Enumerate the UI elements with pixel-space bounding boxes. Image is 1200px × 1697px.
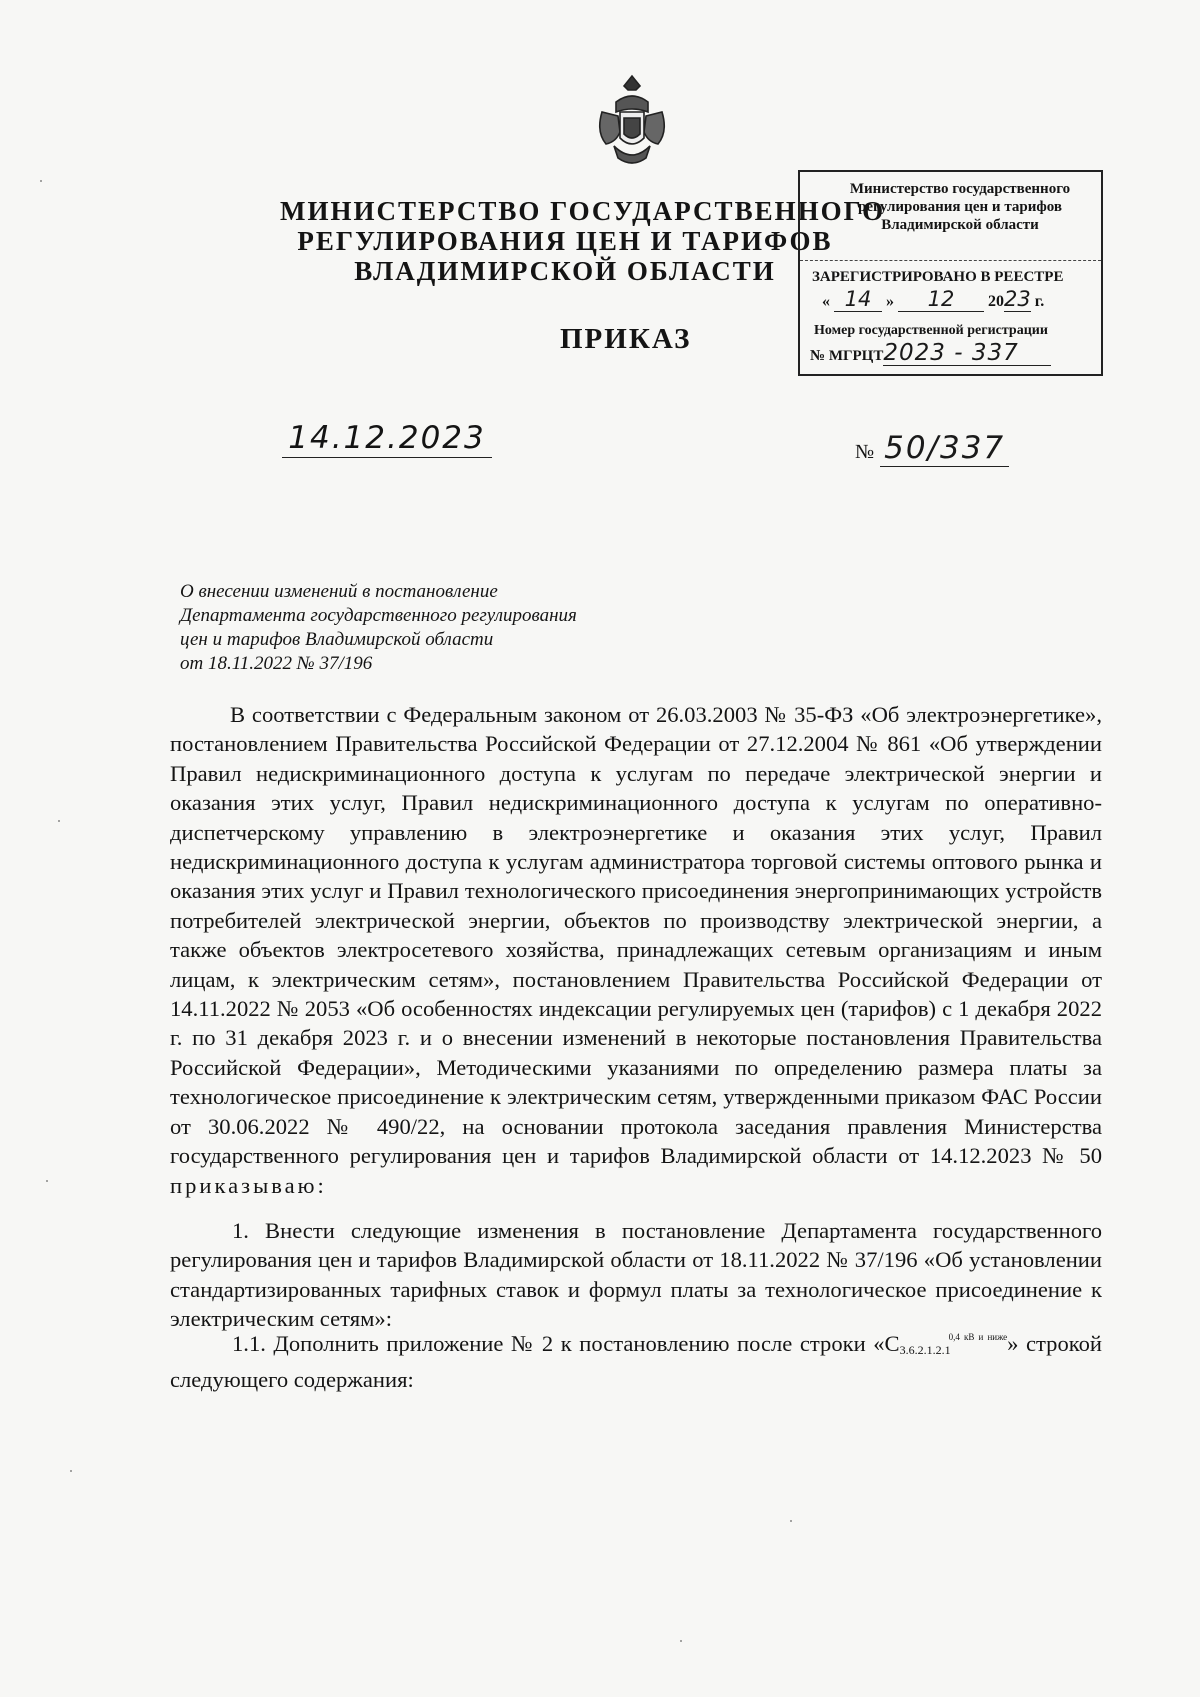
decree-end: : [317, 1172, 324, 1198]
stamp-registered-label: ЗАРЕГИСТРИРОВАНО В РЕЕСТРЕ [812, 269, 1064, 285]
stamp-divider [800, 260, 1101, 261]
subject-line-3: цен и тарифов Владимирской области [180, 629, 494, 650]
item-1-1-paragraph [170, 1323, 1102, 1395]
ministry-title-line-1: МИНИСТЕРСТВО ГОСУДАРСТВЕННОГО [280, 196, 886, 226]
stamp-date-open: « [822, 293, 830, 310]
formula-superscript: 0,4 кВ и ниже [948, 1332, 1008, 1342]
order-number-value: 50/337 [880, 430, 1009, 467]
order-subject [180, 580, 577, 676]
item-1-1-tail: » строкой следующего содержания: [170, 1331, 1102, 1393]
stamp-reg-number-label: Номер государственной регистрации [814, 323, 1048, 338]
preamble-paragraph [170, 700, 1102, 1200]
stamp-reg-number-prefix: № МГРЦТ [810, 348, 884, 364]
ministry-title-line-2: РЕГУЛИРОВАНИЯ ЦЕН И ТАРИФОВ [297, 226, 833, 256]
scan-speck [680, 1640, 682, 1642]
scan-speck [70, 1470, 72, 1472]
scan-speck [790, 1520, 792, 1522]
decree-word: приказываю [170, 1172, 318, 1198]
document-type-heading: ПРИКАЗ [560, 323, 692, 355]
stamp-header [820, 180, 1100, 234]
stamp-reg-number-value: 2023 - 337 [883, 340, 1019, 366]
scan-speck [40, 180, 42, 182]
stamp-reg-number [810, 340, 1051, 366]
stamp-date-year-unit: г. [1034, 293, 1045, 310]
stamp-date-month: 12 [927, 287, 955, 311]
ministry-title [280, 196, 886, 286]
item-1-paragraph: 1. Внести следующие изменения в постановление Департамента государственного регулирования цен и тарифов Владимирской области от 18.11.2022 № 37/196 «Об установлении стандартизированных тарифных ставок и формул платы за технологическое присоединение к электрическим сетям»: [170, 1218, 1102, 1332]
stamp-date-day: 14 [844, 287, 872, 311]
stamp-header-line-3: Владимирской области [881, 217, 1039, 233]
order-date: 14.12.2023 [282, 420, 492, 458]
formula-open: «С [873, 1331, 900, 1356]
stamp-header-line-2: регулирования цен и тарифов [858, 199, 1062, 215]
stamp-date-close: » [886, 293, 894, 310]
stamp-date [822, 287, 1045, 312]
stamp-date-year: 23 [1004, 287, 1031, 311]
formula-subscript: 3.6.2.1.2.1 [899, 1343, 951, 1357]
stamp-header-line-1: Министерство государственного [849, 181, 1071, 197]
registration-stamp [798, 170, 1103, 376]
scan-speck [58, 820, 60, 822]
ministry-title-line-3: ВЛАДИМИРСКОЙ ОБЛАСТИ [354, 256, 776, 286]
preamble-text: В соответствии с Федеральным законом от 26.03.2003 № 35-ФЗ «Об электроэнергетике», постановлением Правительства Российской Федерации от 27.12.2004 № 861 «Об утверждении Правил недискриминационного доступа к услугам по передаче электрической энергии и оказания этих услуг, Правил недискриминационного доступа к услугам по оперативно-диспетчерскому управлению в электроэнергетике и оказания этих услуг, Правил недискриминационного доступа к услугам администратора торговой системы оптового рынка и оказания этих услуг и Правил технологического присоединения энергопринимающих устройств потребителей электрической энергии, объектов по производству электрической энергии, а также объектов электросетевого хозяйства, принадлежащих сетевым организациям и иным лицам, к электрическим сетям», постановлением Правительства Российской Федерации от 14.11.2022 № 2053 «Об особенностях индексации регулируемых цен (тарифов) с 1 декабря 2022 г. по 31 декабря 2023 г. и о внесении изменений в некоторые постановления Правительства Российской Федерации», Методическими указаниями по определению размера платы за технологическое присоединение к электрическим сетям, утвержденными приказом ФАС России от 30.06.2022 № 490/22, на основании протокола заседания правления Министерства государственного регулирования цен и тарифов Владимирской области от 14.12.2023 № 50 [170, 702, 1102, 1169]
subject-line-4: от 18.11.2022 № 37/196 [180, 653, 373, 674]
order-number-sign: № [855, 441, 875, 463]
subject-line-1: О внесении изменений в постановление [180, 581, 498, 602]
scan-speck [46, 1180, 48, 1182]
order-number [855, 430, 1009, 466]
item-1-1-text: 1.1. Дополнить приложение № 2 к постановлению после строки [232, 1331, 866, 1356]
subject-line-2: Департамента государственного регулирования [180, 605, 577, 626]
coat-of-arms-icon [594, 72, 670, 170]
stamp-date-year-prefix: 20 [988, 293, 1004, 310]
